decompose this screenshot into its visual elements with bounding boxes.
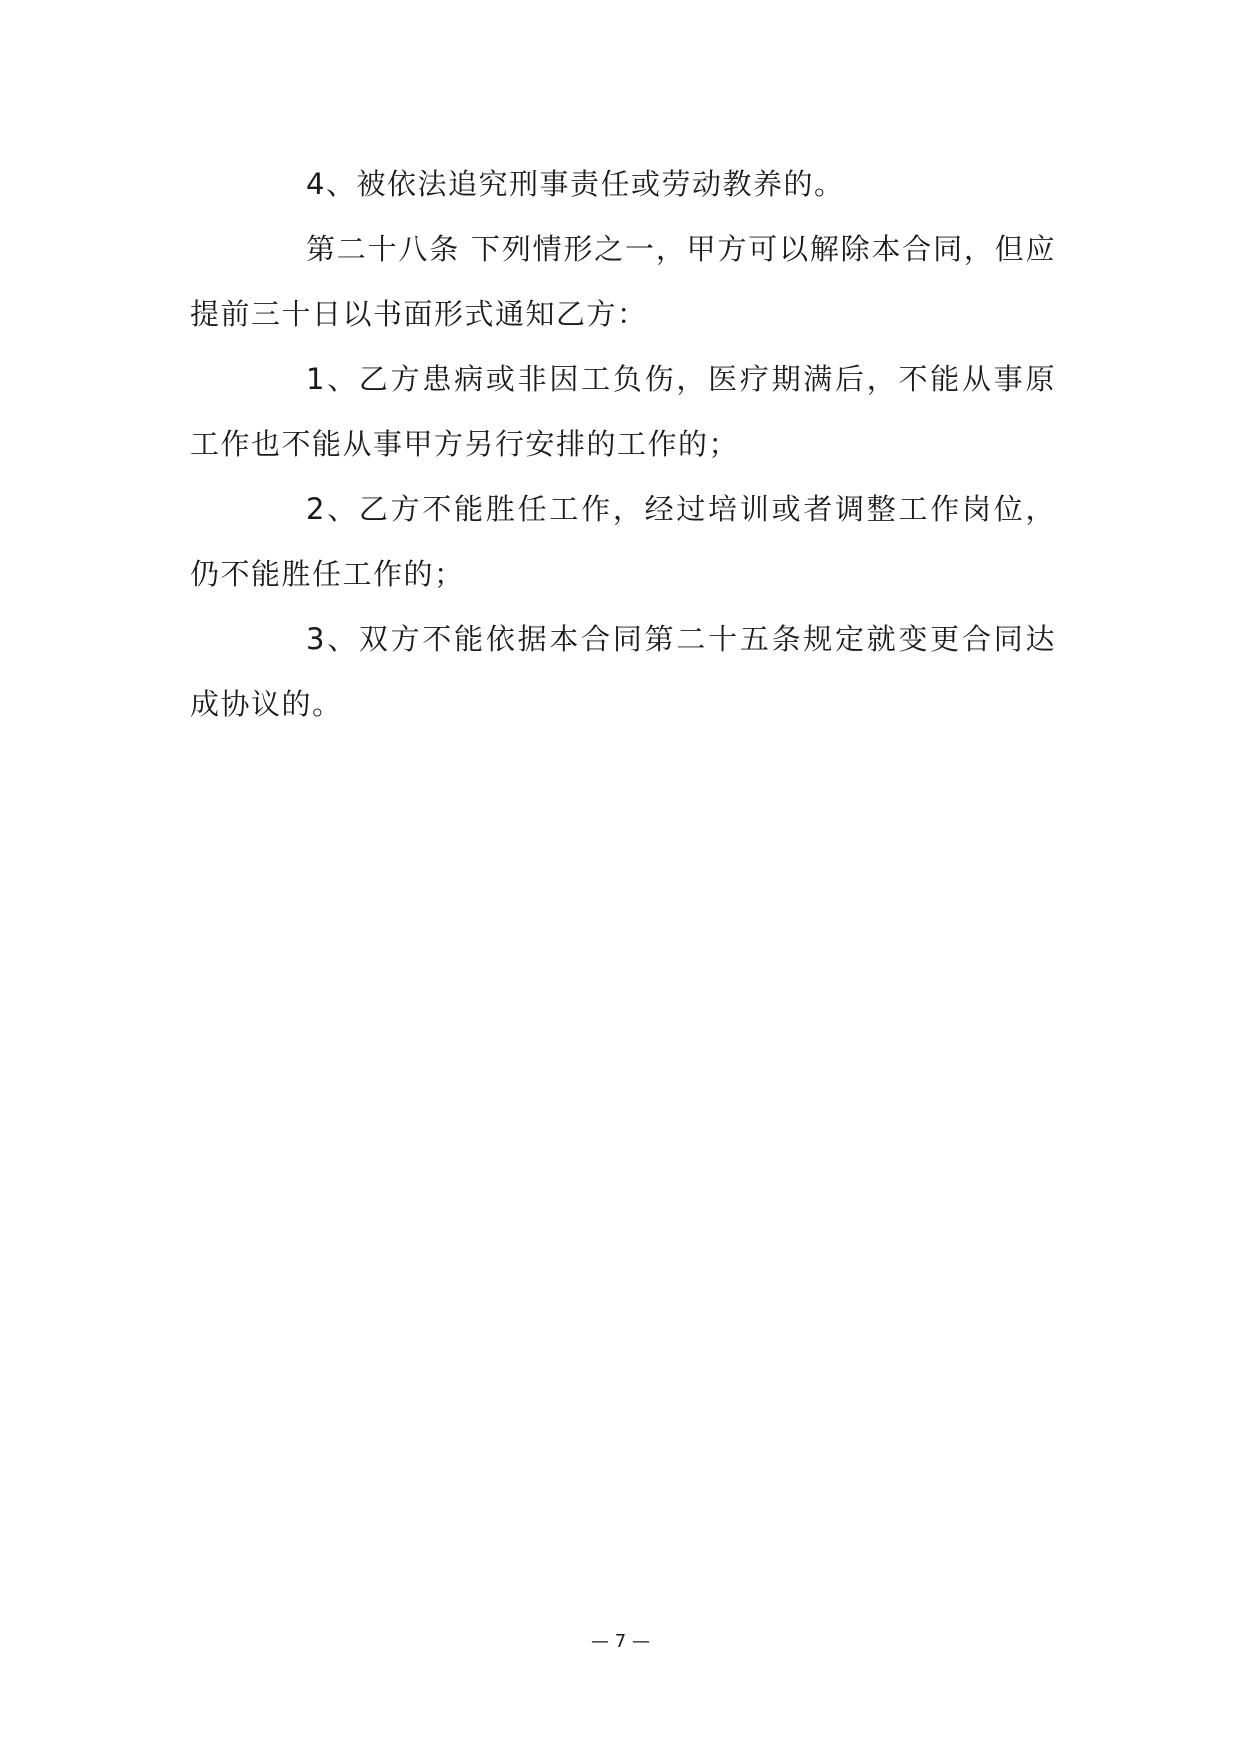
- page-number: — 7 —: [591, 1631, 650, 1652]
- paragraph-item-4: 4、被依法追究刑事责任或劳动教养的。: [306, 167, 845, 201]
- paragraph-item-3: 3、双方不能依据本合同第二十五条规定就变更合同达成协议的。: [190, 622, 1056, 721]
- paragraph-article-28: 第二十八条 下列情形之一，甲方可以解除本合同，但应提前三十日以书面形式通知乙方：: [190, 232, 1056, 331]
- paragraph-item-2: 2、乙方不能胜任工作，经过培训或者调整工作岗位，仍不能胜任工作的；: [190, 492, 1056, 591]
- document-body: [190, 152, 1056, 737]
- paragraph-item-1: 1、乙方患病或非因工负伤，医疗期满后，不能从事原工作也不能从事甲方另行安排的工作的；: [190, 362, 1056, 461]
